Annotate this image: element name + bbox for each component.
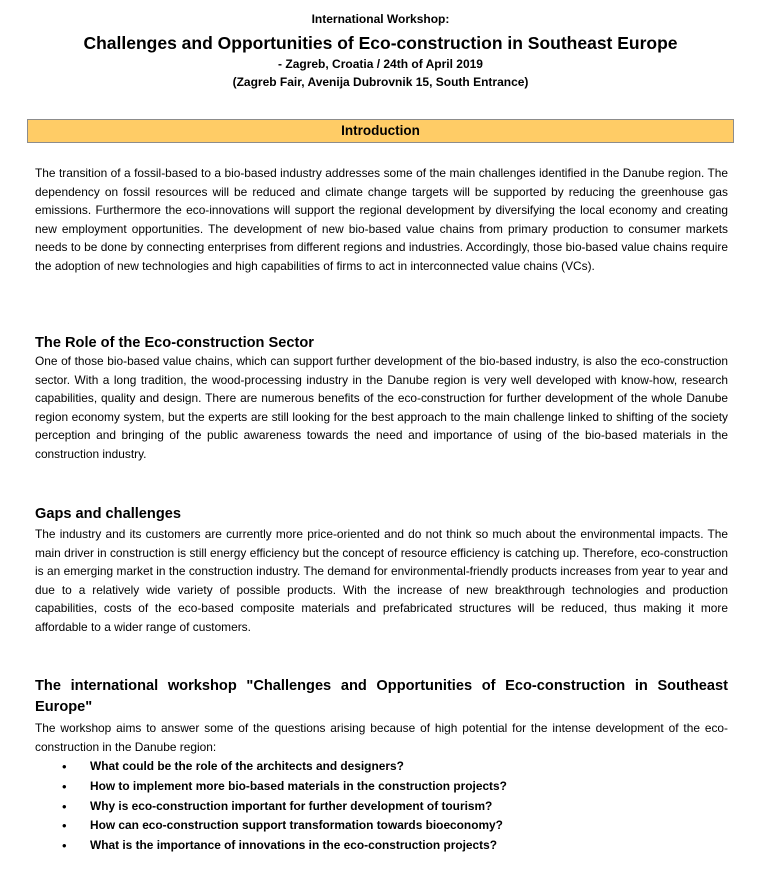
workshop-kicker: International Workshop: [311,12,450,26]
introduction-heading: Introduction [341,123,420,138]
list-item [35,836,728,856]
role-paragraph: One of those bio-based value chains, which can support further development of the bio-based industry, is also the eco-construction sector. With a long tradition, the wood-processing industry in the Danube region is very well developed with know-how, research capabilities, quality and design. There are numerous benefits of the eco-construction for further development of the whole Danube region economy system, but the experts are still looking for the best approach to the main challenge linked to shifting of the society perception and bringing of the public awareness towards the need and importance of using of the bio-based materials in the construction industry. [35,354,728,461]
list-item [35,797,728,817]
role-heading: The Role of the Eco-construction Sector [35,335,314,351]
gaps-heading: Gaps and challenges [35,506,181,522]
place-date: - Zagreb, Croatia / 24th of April 2019 [278,57,483,71]
workshop-heading: The international workshop "Challenges and Opportunities of Eco-construction in Southeast Europe" [35,678,728,715]
introduction-paragraph: The transition of a fossil-based to a bio-based industry addresses some of the main challenges identified in the Danube region. The dependency on fossil resources will be reduced and climate change targets will be supported by reducing the greenhouse gas emissions. Furthermore the eco-innovations will support the regional development by diversifying the local economy and creating new employment opportunities. The development of new bio-based value chains from primary production to consumer markets needs to be done by connecting enterprises from different regions and industries. Accordingly, those bio-based value chains require the adoption of new technologies and high capabilities of firms to act in interconnected value chains (VCs). [35,166,728,273]
question-text: What is the importance of innovations in the eco-construction projects? [90,838,497,853]
question-text: How to implement more bio-based materials in the construction projects? [90,778,507,793]
question-text: How can eco-construction support transformation towards bioeconomy? [90,818,503,833]
venue: (Zagreb Fair, Avenija Dubrovnik 15, South Entrance) [232,75,529,89]
list-item [35,777,728,797]
question-text: What could be the role of the architects and designers? [90,759,404,773]
workshop-paragraph: The workshop aims to answer some of the questions arising because of high potential for the intense development of the eco-construction in the Danube region: [35,721,728,754]
introduction-heading-bar [27,119,734,143]
bullet-icon: • [62,759,67,774]
list-item [35,816,728,836]
bullet-icon: • [62,778,67,794]
questions-list [35,757,728,856]
question-text: Why is eco-construction important for further development of tourism? [90,798,493,813]
bullet-icon: • [62,818,67,834]
document-title: Challenges and Opportunities of Eco-construction in Southeast Europe [83,33,678,53]
bullet-icon: • [62,798,67,814]
list-item [35,757,728,777]
bullet-icon: • [62,838,67,854]
gaps-paragraph: The industry and its customers are currently more price-oriented and do not think so much about the environmental impacts. The main driver in construction is still energy efficiency but the concept of resource efficiency is catching up. Therefore, eco-construction is an emerging market in the construction industry. The demand for environmental-friendly products increases from year to year and due to a relatively wide variety of possible products. With the increase of new breakthrough technologies and production capabilities, costs of the eco-based composite materials and prefabricated structures will be reduced, thus making it more affordable to a wider range of customers. [35,527,728,634]
